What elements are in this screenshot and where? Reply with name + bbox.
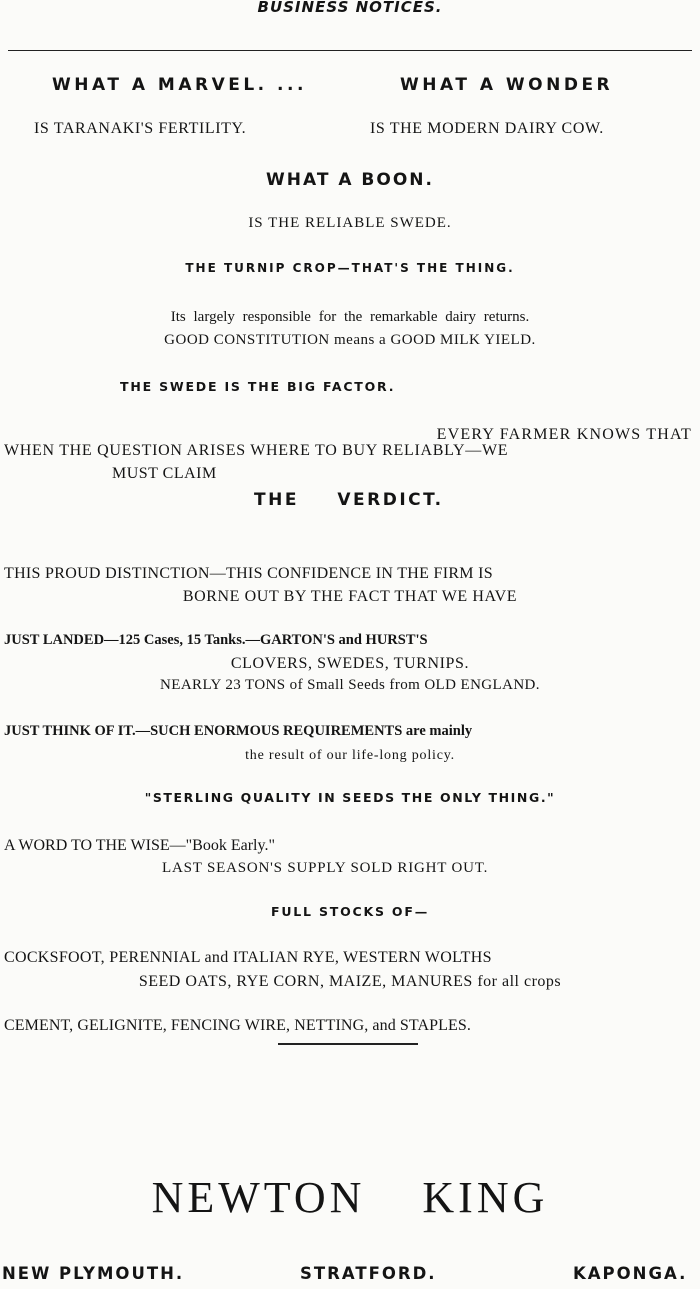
verdict-headline: THE VERDICT. [254,490,444,510]
branch-stratford: STRATFORD. [300,1264,437,1283]
responsible-line: Its largely responsible for the remarkable dairy returns. [170,309,530,325]
taranaki-left: IS TARANAKI'S FERTILITY. [34,120,247,137]
middle-divider [278,1043,418,1045]
wise-line: A WORD TO THE WISE—"Book Early." [4,837,275,854]
question-line-2: MUST CLAIM [112,465,217,482]
branch-kaponga: KAPONGA. [573,1264,688,1283]
think-line-2: the result of our life-long policy. [245,748,455,763]
branch-new-plymouth: NEW PLYMOUTH. [2,1264,185,1283]
landed-line-3: NEARLY 23 TONS of Small Seeds from OLD ENGLAND. [160,677,540,693]
every-farmer-line: EVERY FARMER KNOWS THAT [436,426,692,443]
full-stocks-line: FULL STOCKS OF— [270,904,429,919]
constitution-line: GOOD CONSTITUTION means a GOOD MILK YIELD. [164,332,536,348]
distinction-line-2: BORNE OUT BY THE FACT THAT WE HAVE [182,588,518,605]
headline-boon: WHAT A BOON. [266,170,434,190]
headline-wonder-right: WHAT A WONDER [400,75,614,95]
cocksfoot-line-2: SEED OATS, RYE CORN, MAIZE, MANURES for all crops [138,973,562,990]
big-factor-line: THE SWEDE IS THE BIG FACTOR. [120,379,396,394]
turnip-line: THE TURNIP CROP—THAT'S THE THING. [185,261,515,275]
think-line-1: JUST THINK OF IT.—SUCH ENORMOUS REQUIREMENTS are mainly [4,723,473,739]
sterling-line: "STERLING QUALITY IN SEEDS THE ONLY THING." [144,790,556,805]
swede-line: IS THE RELIABLE SWEDE. [248,215,452,231]
taranaki-right: IS THE MODERN DAIRY COW. [370,120,604,137]
distinction-line-1: THIS PROUD DISTINCTION—THIS CONFIDENCE IN THE FIRM IS [4,565,493,582]
landed-line-1: JUST LANDED—125 Cases, 15 Tanks.—GARTON'S and HURST'S [4,632,428,648]
top-divider [8,50,692,51]
last-season-line: LAST SEASON'S SUPPLY SOLD RIGHT OUT. [162,860,489,876]
cement-line: CEMENT, GELIGNITE, FENCING WIRE, NETTING, and STAPLES. [4,1017,472,1034]
cocksfoot-line-1: COCKSFOOT, PERENNIAL and ITALIAN RYE, WESTERN WOLTHS [4,949,492,966]
section-header: BUSINESS NOTICES. [257,0,443,16]
firm-name: NEWTON KING [151,1173,549,1222]
question-line-1: WHEN THE QUESTION ARISES WHERE TO BUY RELIABLY—WE [4,442,509,459]
headline-marvel-left: WHAT A MARVEL. ... [52,75,307,95]
landed-line-2: CLOVERS, SWEDES, TURNIPS. [230,655,470,672]
